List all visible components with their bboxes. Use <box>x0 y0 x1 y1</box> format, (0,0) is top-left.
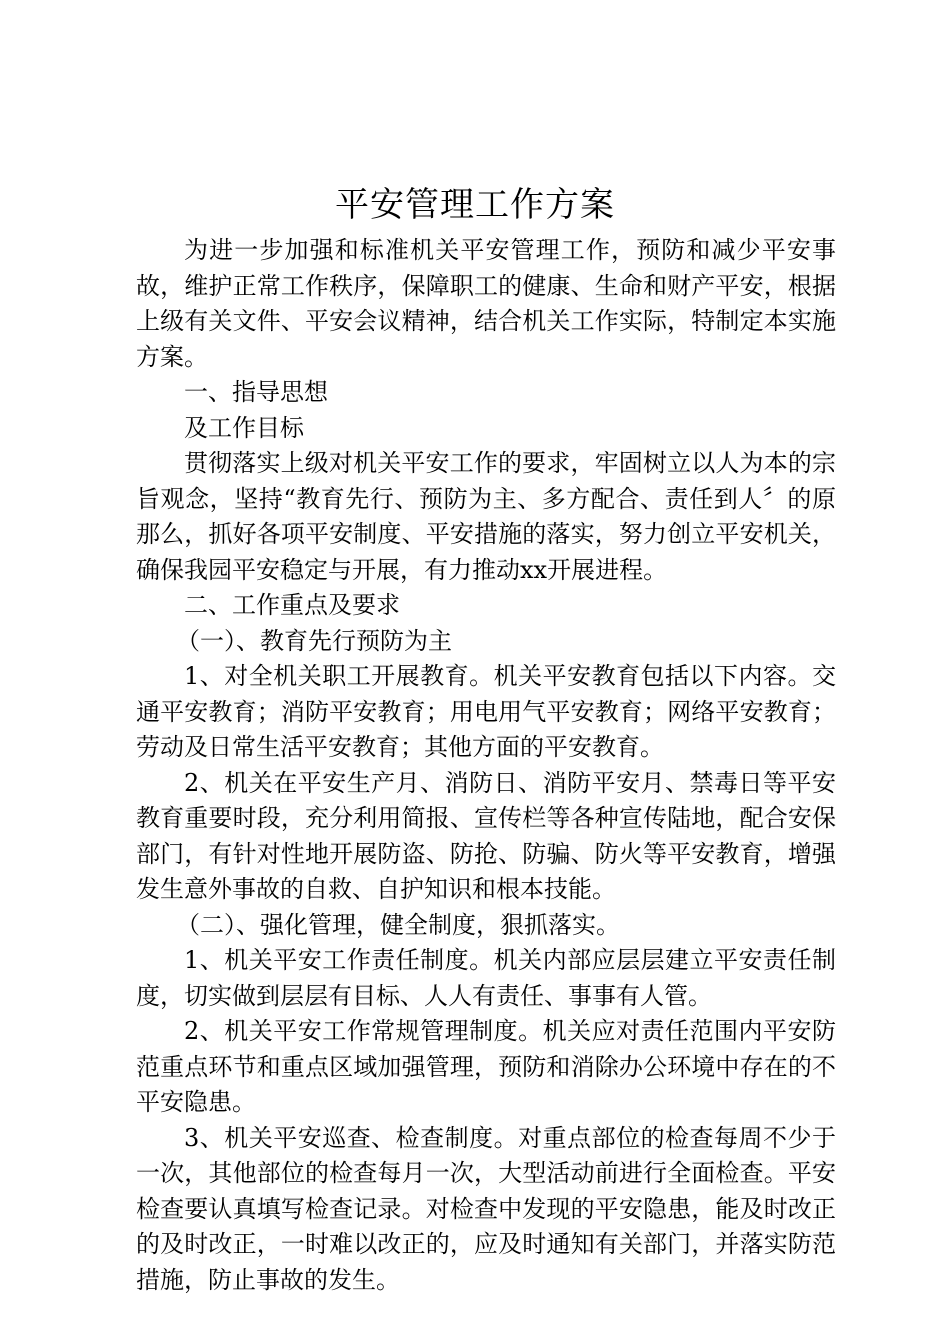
subheading-strengthen-management: （二）、强化管理，健全制度，狠抓落实。 <box>176 910 620 939</box>
paragraph-education-2: 2、机关在平安生产月、消防日、消防平安月、禁毒日等平安教育重要时段，充分利用简报、宣传栏等各种宣传陆地，配合安保部门，有针对性地开展防盗、防抢、防骗、防火等平安教育，增强发生意外事故的自救、自护知识和根本技能。 <box>136 768 836 903</box>
section-heading-guiding-ideology: 一、指导思想 <box>184 378 328 406</box>
document-title: 平安管理工作方案 <box>335 185 615 225</box>
paragraph-intro: 为进一步加强和标准机关平安管理工作，预防和减少平安事故，维护正常工作秩序，保障职工的健康、生命和财产平安，根据上级有关文件、平安会议精神，结合机关工作实际，特制定本实施方案。 <box>136 236 836 371</box>
paragraph-education-1: 1、对全机关职工开展教育。机关平安教育包括以下内容。交通平安教育；消防平安教育；用电用气平安教育；网络平安教育；劳动及日常生活平安教育；其他方面的平安教育。 <box>136 662 836 761</box>
paragraph-goals: 贯彻落实上级对机关平安工作的要求，牢固树立以人为本的宗旨观念，坚持“教育先行、预防为主、多方配合、责任到人〞的原那么，抓好各项平安制度、平安措施的落实，努力创立平安机关，确保我园平安稳定与开展，有力推动xx开展进程。 <box>136 449 836 584</box>
subheading-education-first: （一）、教育先行预防为主 <box>176 626 452 655</box>
document-body <box>136 233 836 1298</box>
section-heading-work-goals: 及工作目标 <box>184 413 304 442</box>
paragraph-management-3: 3、机关平安巡查、检查制度。对重点部位的检查每周不少于一次，其他部位的检查每月一次，大型活动前进行全面检查。平安检查要认真填写检查记录。对检查中发现的平安隐患，能及时改正的及时改正，一时难以改正的，应及时通知有关部门，并落实防范措施，防止事故的发生。 <box>136 1123 836 1294</box>
paragraph-management-2: 2、机关平安工作常规管理制度。机关应对责任范围内平安防范重点环节和重点区域加强管理，预防和消除办公环境中存在的不平安隐患。 <box>136 1017 836 1116</box>
section-heading-key-points: 二、工作重点及要求 <box>184 591 400 619</box>
paragraph-management-1: 1、机关平安工作责任制度。机关内部应层层建立平安责任制度，切实做到层层有目标、人人有责任、事事有人管。 <box>136 946 836 1010</box>
